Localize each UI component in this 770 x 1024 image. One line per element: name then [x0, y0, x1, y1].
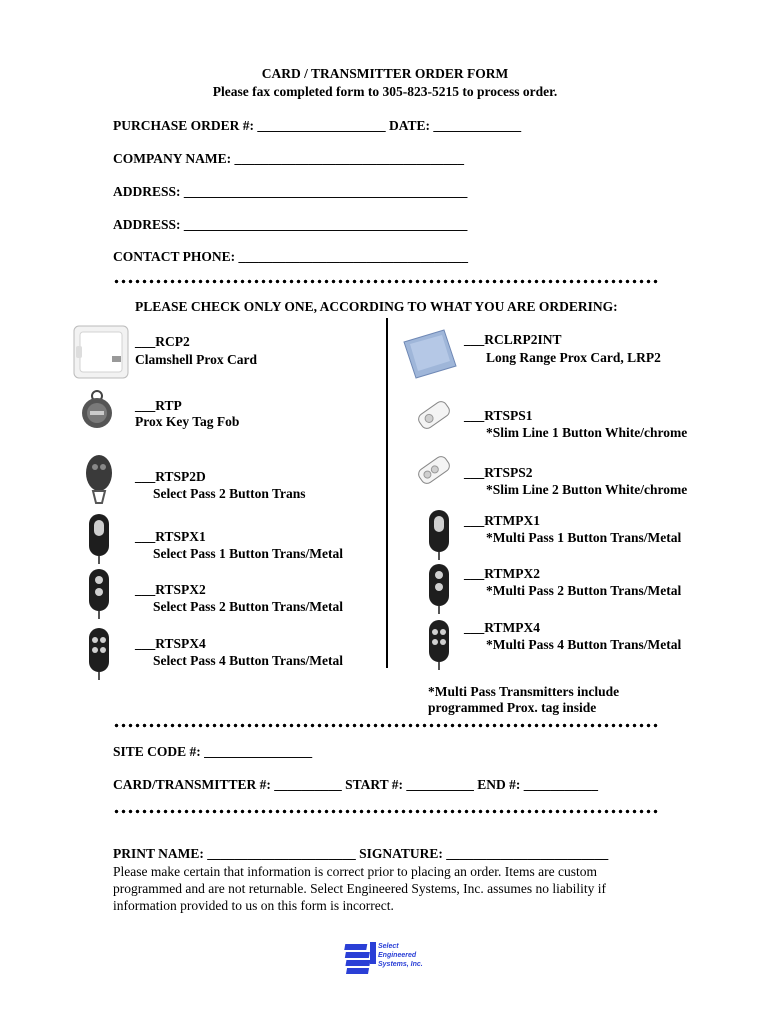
- multi-pass-2-button-icon: [427, 562, 451, 614]
- option-rcp2[interactable]: ___RCP2: [135, 334, 190, 349]
- option-rclrp2int-desc: Long Range Prox Card, LRP2: [486, 350, 661, 365]
- option-rtsps2[interactable]: ___RTSPS2: [464, 465, 533, 480]
- option-rtmpx2-desc: *Multi Pass 2 Button Trans/Metal: [486, 583, 682, 598]
- logo-line-1: Select: [378, 943, 399, 950]
- clamshell-card-icon: [72, 324, 130, 380]
- option-rtspx1-desc: Select Pass 1 Button Trans/Metal: [153, 546, 343, 561]
- option-rtmpx1-desc: *Multi Pass 1 Button Trans/Metal: [486, 530, 682, 545]
- option-rtsps1[interactable]: ___RTSPS1: [464, 408, 533, 423]
- option-rtspx2-desc: Select Pass 2 Button Trans/Metal: [153, 599, 343, 614]
- key-tag-fob-icon: [79, 388, 115, 430]
- option-rtmpx4[interactable]: ___RTMPX4: [464, 620, 541, 635]
- dotted-divider-2: [113, 723, 658, 728]
- company-logo: [344, 940, 444, 976]
- slim-line-1-button-icon: [414, 395, 454, 435]
- transmitter-2-button-icon: [84, 453, 114, 507]
- option-rtmpx4-desc: *Multi Pass 4 Button Trans/Metal: [486, 637, 682, 652]
- disclaimer-line-2: programmed and are not returnable. Select Engineered Systems, Inc. assumes no liability if: [113, 881, 606, 896]
- transmitter-1-button-icon: [87, 512, 111, 564]
- option-rcp2-desc: Clamshell Prox Card: [135, 352, 257, 367]
- option-rtsps2-desc: *Slim Line 2 Button White/chrome: [486, 482, 688, 497]
- option-rclrp2int[interactable]: ___RCLRP2INT: [464, 332, 562, 347]
- form-title: CARD / TRANSMITTER ORDER FORM: [261, 66, 509, 81]
- site-code-field[interactable]: SITE CODE #: ________________: [113, 744, 313, 759]
- slim-line-2-button-icon: [414, 450, 454, 490]
- form-subtitle: Please fax completed form to 305-823-5215 to process order.: [212, 84, 558, 99]
- multi-pass-note-line1: *Multi Pass Transmitters include: [428, 684, 620, 699]
- option-rtspx4-desc: Select Pass 4 Button Trans/Metal: [153, 653, 343, 668]
- option-rtsp2d-desc: Select Pass 2 Button Trans: [153, 486, 306, 501]
- purchase-order-field[interactable]: PURCHASE ORDER #: ___________________ DATE: _____________: [113, 118, 522, 133]
- option-rtsp2d[interactable]: ___RTSP2D: [135, 469, 206, 484]
- option-rtspx2[interactable]: ___RTSPX2: [135, 582, 206, 597]
- multi-pass-1-button-icon: [427, 508, 451, 560]
- instructions-text: PLEASE CHECK ONLY ONE, ACCORDING TO WHAT YOU ARE ORDERING:: [135, 299, 618, 314]
- long-range-card-icon: [400, 328, 460, 380]
- disclaimer-text: [113, 863, 633, 914]
- option-rtp-desc: Prox Key Tag Fob: [135, 414, 240, 429]
- option-rtp[interactable]: ___RTP: [135, 398, 182, 413]
- dotted-divider-1: [113, 279, 658, 284]
- multi-pass-note-line2: programmed Prox. tag inside: [428, 700, 597, 715]
- print-name-signature-field[interactable]: PRINT NAME: ______________________ SIGNATURE: ________________________: [113, 846, 609, 861]
- dotted-divider-3: [113, 809, 658, 814]
- transmitter-2-button-metal-icon: [87, 567, 111, 619]
- option-rtmpx2[interactable]: ___RTMPX2: [464, 566, 541, 581]
- disclaimer-line-3: information provided to us on this form is incorrect.: [113, 898, 394, 913]
- address-field-1[interactable]: ADDRESS: __________________________________________: [113, 184, 468, 199]
- option-rtmpx1[interactable]: ___RTMPX1: [464, 513, 541, 528]
- logo-line-2: Engineered: [378, 952, 417, 959]
- option-rtsps1-desc: *Slim Line 1 Button White/chrome: [486, 425, 688, 440]
- disclaimer-line-1: Please make certain that information is correct prior to placing an order. Items are custom: [113, 864, 597, 879]
- company-name-field[interactable]: COMPANY NAME: __________________________________: [113, 151, 464, 166]
- column-divider: [386, 318, 388, 668]
- option-rtspx4[interactable]: ___RTSPX4: [135, 636, 206, 651]
- contact-phone-field[interactable]: CONTACT PHONE: __________________________________: [113, 249, 469, 264]
- card-range-field[interactable]: CARD/TRANSMITTER #: __________ START #: __________ END #: ___________: [113, 777, 599, 792]
- multi-pass-4-button-icon: [427, 618, 451, 670]
- transmitter-4-button-icon: [87, 626, 111, 680]
- address-field-2[interactable]: ADDRESS: __________________________________________: [113, 217, 468, 232]
- logo-line-3: Systems, Inc.: [378, 961, 423, 968]
- option-rtspx1[interactable]: ___RTSPX1: [135, 529, 206, 544]
- logo-mark-icon: [344, 940, 378, 976]
